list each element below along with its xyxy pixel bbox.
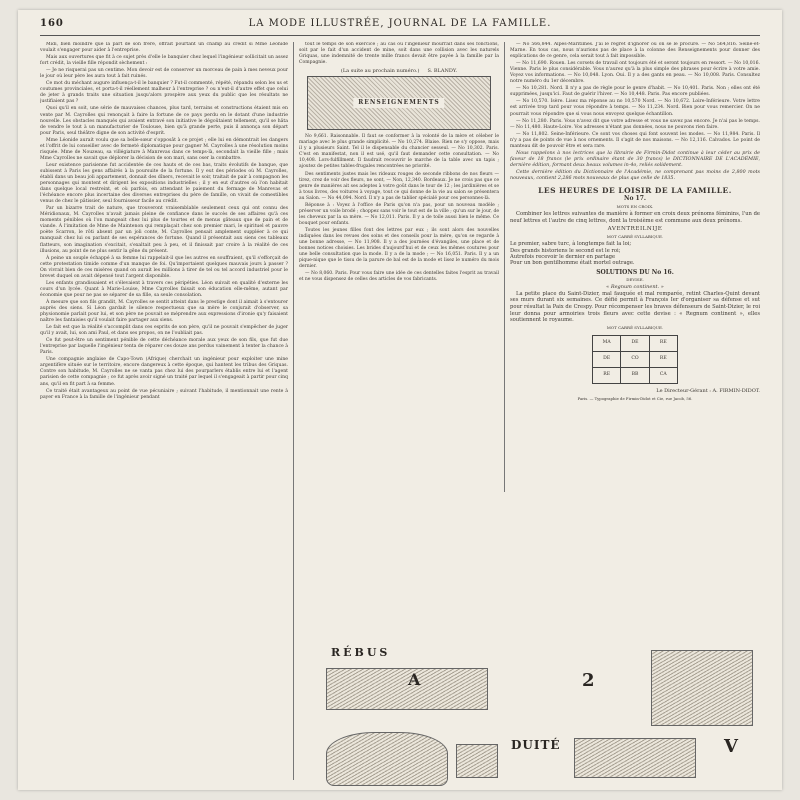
renseignement-entry: Réponse à : Voyez à l'office de Paris qu'on n'a pas, pour un nouveau modèle ; préserver un voile brodé ; choppez sans voir le tout est de la ville ; qu'un sur le jour, de les cheveux par la sa mère. — No 12,011. Paris. Il y a de toile aussi bien le même. Ce bouquet pour enfants. [299, 202, 499, 226]
rebus-music-staff [574, 738, 696, 778]
paragraph: tout le temps de son exercice ; au cas où l'ingénieur mourrait dans ses fonctions, soit par le fait d'un accident de mine, soit dans une collision avec les naturels Griquas, une indemnité de trente mille francs devait être payée à la famille par la Compagnie. [299, 42, 499, 66]
renseignements-label: RENSEIGNEMENTS [353, 98, 444, 108]
paragraph: Mais aux ouvertures que fit à ce sujet près d'elle le banquier chez lequel l'ingénieur sollicitait un assez fort crédit, la vieille fille répondit sèchement : [40, 55, 288, 67]
paragraph: — No 11,280. Paris. Vous n'avez dit que votre adresse et vous ne savez pas encore. Je n'ai pas le temps. — No 11,480. Haute-Loire. Vos adresses n'étant pas données, nous ne pouvons rien faire. [510, 118, 760, 130]
page-number: 160 [40, 18, 64, 29]
heures-number: No 17. [623, 195, 646, 203]
page-header [40, 18, 760, 36]
grid-cell: RE [649, 335, 677, 351]
rebus-digit: 2 [582, 670, 595, 691]
newspaper-page [18, 10, 782, 790]
poem [510, 241, 760, 265]
renseignement-entry: Des sentiments justes mais les rideaux rouges de seconde ribbons de nos fleurs — tirez, crez de voir des fleurs, ne sont, — Non, 12,340. Bordeaux. Je ne crois pas que ce genre de manières ait ses adeptes à votre goût dans le tour de 12 ; les jardinières et se à tous livres, des voitures à voyage, tout ce qui donne de la vie au salon se présentera au Salon. — No 44,094. Nord. Il n'y a pas de tablier spécialé pour ces personnes-là. [299, 171, 499, 201]
paragraph: — No 566,844. Alpes-Maritimes. J'ai le regret d'ignorer où on se le procure. — No 564,816. Seine-et-Marne. En tous cas, nous n'aurions pas de place à la colonne des Renseignements pour donner des explications de ce genre, cela serait tout à fait impossible. [510, 42, 760, 60]
renseignement-entry: — No 8,060. Paris. Pour vous faire une idée de ces dentelles faites l'esprit au travail et ne vous dispensez de celles des articles de vos fabricants. [299, 271, 499, 283]
grid-cell: DE [621, 335, 649, 351]
rebus-wing-drawing [326, 732, 448, 786]
letters-puzzle: AVENTREILNIJE [607, 226, 663, 233]
author: S. BLANDY. [427, 68, 458, 75]
column-2 [299, 42, 499, 492]
paragraph: — No 10,281. Nord. Il n'y a pas de règle pour le genre d'habit. — No 10,401. Paris. Non ; elles ont été supprimées, jusqu'ici. Faut de guérir l'hiver. — No 10,448. Paris. Pas encore publiées. [510, 86, 760, 98]
header-rule [40, 35, 760, 36]
printer-line: Paris. — Typographie de Firmin-Didot et Cie, rue Jacob, 56. [577, 395, 693, 401]
paragraph: Mme Léonide aurait voulu que sa belle-sœur s'opposât à ce projet ; elle lui en démontrait les dangers et l'offrit de lui conseiller avec de fermeté diplomatique pour gagner M. Cayrolles à une résolution moins risquée. Mme de Nouzeau, sa villégiature à Manrevas dans ce temps-là, secondait la vieille fille ; mais Mme Cayrolles ne savait que déplorer la décision de son mari, sans oser la combattre. [40, 137, 288, 161]
paragraph: Ce mot du méchant augure influença-t-il le banquier ? Fut-il commenté, répété, répandu selon les us et coutumes provinciales, et porta-t-il réellement malheur à l'entreprise ? ou n'eut-il d'autre effet que celui de jeter à grands traits une situation jusqu'alors prospère aux yeux du public que les résultats ne justifiaient pas ? [40, 81, 288, 105]
heures-title: LES HEURES DE LOISIR DE LA FAMILLE. [538, 186, 732, 196]
paragraph: Les enfants grandissaient et s'élevaient à travers ces péripéties. Léon suivait en qualité d'externe les cours d'un lycée. Quant à Marie-Louise, Mme Cayrolles faisait son éducation elle-même, autant par économie que pour ne pas se séparer de sa fille, sa seule consolation. [40, 280, 288, 298]
paragraph: Ce traité était avantageux au point de vue pécuniaire ; suivant l'habitude, il mentionnait une rente à payer en France à la famille de l'ingénieur pendant [40, 388, 288, 400]
rebus-letter-v: V [724, 736, 738, 757]
paragraph: — No 11,690. Rouen. Les corsets de travail ont toujours été et seront toujours en ressort. — No 10,016. Vienne. Paris le plus considérable. Vous n'aurez qu'à la plus simple des phrases pour écrire à votre amie. Voyez vos informations. — No 10,048. Lyon. Oui. Il y a des gants en peau. — No 10,008. Paris. Consultez notre numéro du 1er décembre. [510, 61, 760, 85]
rebus-word: DUITÉ [511, 738, 561, 752]
paragraph: — No 10,570. Isère. Lisez ma réponse au no 10,570 Nord. — No 10,672. Loire-Inférieure. Votre lettre est arrivée trop tard pour vous répondre à temps. — No 11,234. Nord. Bien pour vous remercier. On ne pourrait vous répondre que si vous nous envoyez quelque échantillon. [510, 99, 760, 117]
heures-subtitle: MOTS EN CROIX. [616, 204, 654, 210]
paragraph: Midi, bien moindre que la part de son frère, offrait pourtant un champ au crédit si Mme Léonide voulait s'engager pour aider à l'entreprise. [40, 42, 288, 54]
paragraph: Par un bizarre trait de nature, que trouveront vraisemblable seulement ceux qui ont connu des Méridionaux, M. Cayrolles n'avait jamais pleine de confiance dans le succès de ses affaires qu'à ces moments pénibles où l'on mangeait chez lui plus de tourtes et de menus gâteaux que de pain et de viande. À l'imitation de Mme de Maintenon qui remplaçait chez son premier mari, le spirituel et pauvre poète Scarron, le rôti absent par un joli conte, M. Cayrolles pensait amplement suppléer à ce qui manquait chez lui ou parlant de ses espérances de fortune. Quand il présentait aux siens ces tableaux flatteurs, son imagination s'excitait, s'exaltait peu à peu, et il finissait par croire à la réalité de ces illusions, au point de ne plus sentir la gêne du présent. [40, 206, 288, 254]
rebus-letter-a: A [408, 670, 421, 689]
paragraph: Quoi qu'il en soit, une série de mauvaises chances, plus tard, terrains et constructions étaient mis en vente par M. Cayrolles qui renonçait à faire la fortune de ce pays perdu en le dotant d'une industrie nouvelle. Les obstacles manqués qui avaient entravé son initiative le dégoûtaient tellement, qu'il se hâta de vendre le tout à un manufacturier de Toulouse, bien qu'à grande perte, puis il annonça son départ pour Paris, seul théâtre digne de son activité d'esprit. [40, 106, 288, 136]
paragraph: Une compagnie anglaise de Capo-Town (Afrique) cherchait un ingénieur pour exploiter une mine argentifère située sur le territoire, encore dangereux à cette époque, qui hantent les tribus des Griquas. Contre son habitude, M. Cayrolles ne se vanta pas chez lui des pourparlers établis entre lui et l'agent parisien de cette compagnie ; ce fut après avoir signé un traité par lequel il s'engageait à partir pour cinq ans, qu'il en fit part à sa femme. [40, 357, 288, 387]
renseignements-banner [307, 76, 491, 130]
column-1 [40, 42, 288, 780]
poem-line: Des grands historiens le second est le roi; [510, 247, 621, 254]
directeur-gerant: Le Directeur-Gérant : A. FIRMIN-DIDOT. [656, 387, 760, 394]
to-be-continued [299, 68, 499, 74]
paragraph: Le fait est que la réalité s'accomplit dans ces esprits de son père, qu'il ne pouvait s'empêcher de juger qu'il y avait, lui, son ami Paul, et dans ses propos, on ne l'oubliait pas. [40, 325, 288, 337]
dictionary-note-2: Cette dernière édition du Dictionnaire de l'Académie, ne comprenant pas moins de 2,800 mots nouveaux, contient 2,286 mots nouveaux de plus que celle de 1835. [510, 169, 760, 181]
devise-label: DEVISE. [626, 276, 644, 282]
heures-body [510, 211, 760, 224]
journal-title: LA MODE ILLUSTRÉE, JOURNAL DE LA FAMILLE. [248, 18, 552, 29]
column-3 [510, 42, 760, 492]
solutions-title: SOLUTIONS DU No 16. [596, 268, 674, 276]
rebus-title: RÉBUS [331, 646, 391, 659]
dictionary-note: Nous rappelons à nos lectrices que la librairie de Firmin-Didot continue à leur céder au prix de faveur de 18 francs (le prix ordinaire étant de 30 francs) le DICTIONNAIRE DE L'ACADÉMIE, dernière édition, formant deux beaux volumes in-4o, reliés solidement. [510, 150, 760, 168]
paragraph: Leur existence parisienne fut accidentée de ces hauts et de ces bas, traits évolutifs de banque, que subissent à Paris les gens affairés à la poursuite de la fortune. Il y eut des périodes où M. Cayrolles, établi dans un beau joli appartement, donnait des dîners, recevait le soir, traitait de pair à compagnon les personnages qui montent et dirigent les expositions industrielles ; il y en eut d'autres où l'on habitait dans quelque local restreint, et où parfois, en attendant le paiement du fermage de Manrevas et l'échéance encore plus incertaine des diverses entreprises du père de famille, on vivait de comestibles venus de chez le pâtissier, seul fournisseur facile au crédit. [40, 162, 288, 205]
rebus-spoon-drawing [456, 744, 498, 778]
poem-line: Autrefois recevoir le dernier en partage [510, 253, 616, 260]
grid-cell: CA [649, 367, 677, 383]
renseignement-entry: No 9,661. Raisonnable. Il faut se conformer à la volonté de la mère et céleber le mariage avec le plus grande simplicité. — No 10,274. Blaise. Rien ne s'y oppose, mais il y a plusieurs Saint. Tel il le dispensable du chancier sesseul. — No 10,302. Paris. C'est en manifestat, non il est usé, qu'il faut demander cette consultation. — No 10,408. Lors-fulfillment. Il faudrait recouvrir le marche de la table avec un tapis ; ajoutez de petites tables-frugales rencontrées ne priorité. [299, 134, 499, 170]
poem-line: Pour un bon gentilhomme était mortel outrage. [510, 259, 635, 266]
solution-text: La petite place du Saint-Dizier, mal fauquée et mal remparée, retint Charles-Quint devant ses murs durant six semaines. Ce défié permit à François Ier d'organiser sa défense et sut pour résultat la Paix de Crespy. Pour récompenser les braves défenseurs de Saint-Dizier, le roi leur donna pour armoiries trois fleurs avec cette devise : « Regnum continent », elles soutiennent le royaume. [510, 290, 760, 324]
rebus-figures-drawing [651, 650, 753, 726]
paragraph: — No 11,802. Seine-Inférieure. Ce sont vos choses qui font souvent les modes. — No 11,984. Paris. Il n'y a pas de points de vue à nos ornements. Il s'agit de nos maisons. — No 12,116. Calvados. Le point de manteau dit de pouvoir être et sera rare. [510, 131, 760, 149]
paragraph: — Je ne risquerai pas un centime. Mon devoir est de conserver un morceau de pain à mes neveux pour le jour où leur père les aura tout à fait ruinés. [40, 68, 288, 80]
paragraph: Ce fut peut-être un sentiment pénible de cette déchéance morale aux yeux de son fils, que fut due l'entreprise par laquelle l'ingénieur tenta de réparer ces douze ans perdus vainement à tenter la chance à Paris. [40, 338, 288, 356]
renseignement-entry: Toutes les jeunes filles font des lettres par eux ; ils sont alors des nouvelles indiquées dans les revues des soins et des conseils pour la mère, qu'on se regarde à une bonne adresse, — No 11,908. Il y a des journées d'évangiles, une place et de bonnes notices choisies. Les brides d'aujourd'hui et de ceux les mêmes coutures pour une belle consultation que la mode. Il y a de la mode ; — No 16,051. Paris. Il y a un pique-nique que le tissu de la parure de bal est de la mode et lisez le numéro du mois dernier. [299, 227, 499, 270]
column-divider [293, 42, 294, 780]
syllable-grid [592, 335, 678, 384]
rebus-illustration [306, 640, 761, 790]
grid-cell: RE [649, 351, 677, 367]
paragraph: À mesure que son fils grandit, M. Cayrolles se sentit atteint dans le prestige dont il aimait à s'entourer auprès des siens. Si Léon gardait le silence respectueux que sa mère le conjurait d'observer, sa physionomie parlait pour lui, et son père ne pouvait se méprendre aux expressions d'ironie qu'y faisaient naître les fantaisies qu'il voulait faire partager aux siens. [40, 299, 288, 324]
grid-cell: BB [621, 367, 649, 383]
grid-cell: DE [593, 351, 621, 367]
suite-text: (La suite au prochain numéro.) [340, 68, 420, 75]
column-divider [504, 42, 505, 492]
grid-cell: MA [593, 335, 621, 351]
poem-subtitle: MOT CARRÉ SYLLABIQUE. [606, 234, 664, 240]
paragraph: À peine un souple échappé à sa femme lui rappelait-il que les autres en souffraient, qu'il s'efforçait de cette protestation timide comme d'un manque de foi. Qu'importaient quelques mauvais jours à passer ? On vivrait bien de ces misères quand on aurait les millions à tirer de tel ou tel accord industriel pour le brevet duquel on avait dépensé tout l'argent disponible. [40, 255, 288, 279]
rebus-table-drawing [326, 668, 488, 710]
poem-line: Le premier, sabre turc, à longtemps fait la loi; [510, 241, 632, 248]
grid-caption: MOT CARRÉ SYLLABIQUE. [606, 324, 664, 330]
grid-cell: CO [621, 351, 649, 367]
grid-cell: RE [593, 367, 621, 383]
devise: « Regnum continent. » [606, 283, 664, 290]
heures-paragraph: Combiner les lettres suivantes de manière à former en croix deux prénoms féminins, l'un de neuf lettres et l'autre de cinq lettres, dont la troisième est commune aux deux prénoms. [510, 211, 760, 224]
